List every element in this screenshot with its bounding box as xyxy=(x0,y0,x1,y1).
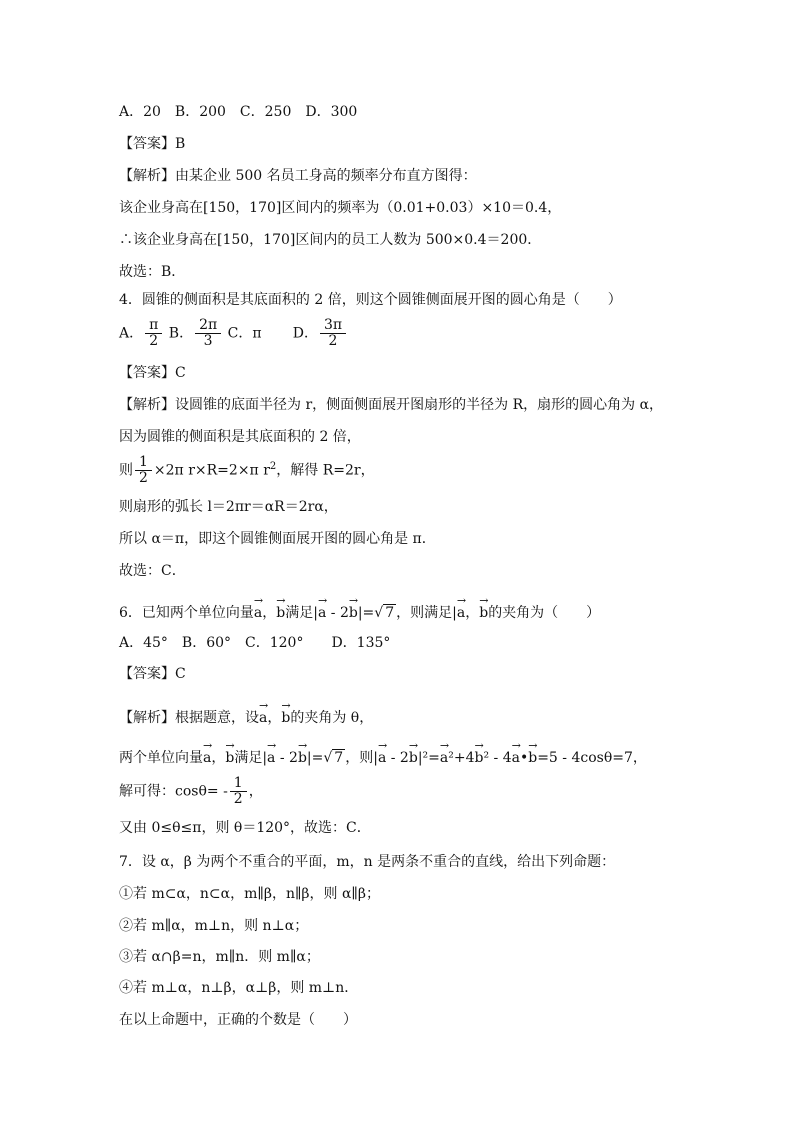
q7-proposition-4: ④若 m⊥α，n⊥β，α⊥β，则 m⊥n． xyxy=(119,980,359,996)
q4-option-b-fraction: $\frac{2\pi}{3}$ xyxy=(195,318,221,349)
q3-answer: 【答案】B xyxy=(119,136,186,152)
q4-half-fraction: $\frac{1}{2}$ xyxy=(135,455,152,486)
q4-solution-5: 所以 α＝π，即这个圆锥侧面展开图的圆心角是 π． xyxy=(119,531,436,547)
q6-minus-half-fraction: $\frac{1}{2}$ xyxy=(230,776,247,807)
q4-option-b-label: B． xyxy=(168,325,194,342)
q6-options: A．45° B．60° C．120° D．135° xyxy=(119,635,391,651)
q4-option-d-label: D． xyxy=(292,325,318,342)
q4-solution-3: 则 $\frac{1}{2}$ ×2π r×R=2×π $r^2$，解得 R=2r， xyxy=(119,454,375,486)
q3-options: A．20 B．200 C．250 D．300 xyxy=(119,104,358,120)
q3-solution-3: ∴该企业身高在[150，170]区间内的员工人数为 500×0.4＝200． xyxy=(119,232,542,248)
q4-option-c: C．π xyxy=(227,325,262,342)
q7-proposition-3: ③若 α∩β=n，m∥n．则 m∥α； xyxy=(119,949,320,965)
q3-solution-2: 该企业身高在[150，170]区间内的频率为（0.01+0.03）×10＝0.4， xyxy=(119,200,562,216)
q6-solution-1: 【解析】根据题意，设→ a，→ b的夹角为 θ， xyxy=(119,701,373,727)
q7-question: 7．设 α，β 为两个不重合的平面，m，n 是两条不重合的直线，给出下列命题： xyxy=(119,854,616,870)
q4-options xyxy=(119,318,348,349)
q4-option-a-fraction: $\frac{\pi}{2}$ xyxy=(145,318,162,349)
q6-solution-4: 又由 0≤θ≤π，则 θ＝120°，故选：C． xyxy=(119,820,371,836)
q4-answer: 【答案】C xyxy=(119,365,186,381)
q4-option-a-label: A． xyxy=(119,325,144,342)
q4-question: 4．圆锥的侧面积是其底面积的 2 倍，则这个圆锥侧面展开图的圆心角是（ ） xyxy=(119,292,622,308)
q6-answer: 【答案】C xyxy=(119,666,186,682)
q4-solution-2: 因为圆锥的侧面积是其底面积的 2 倍， xyxy=(119,429,361,445)
q3-solution-1: 【解析】由某企业 500 名员工身高的频率分布直方图得： xyxy=(119,168,477,184)
q4-option-d-fraction: $\frac{3\pi}{2}$ xyxy=(320,318,346,349)
q4-solution-1: 【解析】设圆锥的底面半径为 r，侧面侧面展开图扇形的半径为 R，扇形的圆心角为 α， xyxy=(119,397,664,413)
q6-question: 6．已知两个单位向量→ a，→ b满足|→ a - 2→ b|=√ 7 ，则满足|→ a，→ b的夹角为（ ） xyxy=(119,596,600,622)
q6-solution-3: 解可得：cosθ= - $\frac{1}{2}$ ， xyxy=(119,775,263,807)
q3-solution-4: 故选：B． xyxy=(119,264,186,280)
q4-solution-4: 则扇形的弧长 l＝2πr＝αR＝2rα， xyxy=(119,499,338,515)
q6-solution-2: 两个单位向量→ a，→ b满足|→ a - 2→ b|=√ 7 ，则|→ a - 2→ b|²=→ a²+4→ b² - 4→ a•→ b=5 - 4cosθ=7， xyxy=(119,741,647,767)
q7-prompt: 在以上命题中，正确的个数是（ ） xyxy=(119,1012,357,1028)
q7-proposition-1: ①若 m⊂α，n⊂α，m∥β，n∥β，则 α∥β； xyxy=(119,886,380,902)
q4-solution-6: 故选：C． xyxy=(119,563,186,579)
q7-proposition-2: ②若 m∥α，m⊥n，则 n⊥α； xyxy=(119,918,309,934)
